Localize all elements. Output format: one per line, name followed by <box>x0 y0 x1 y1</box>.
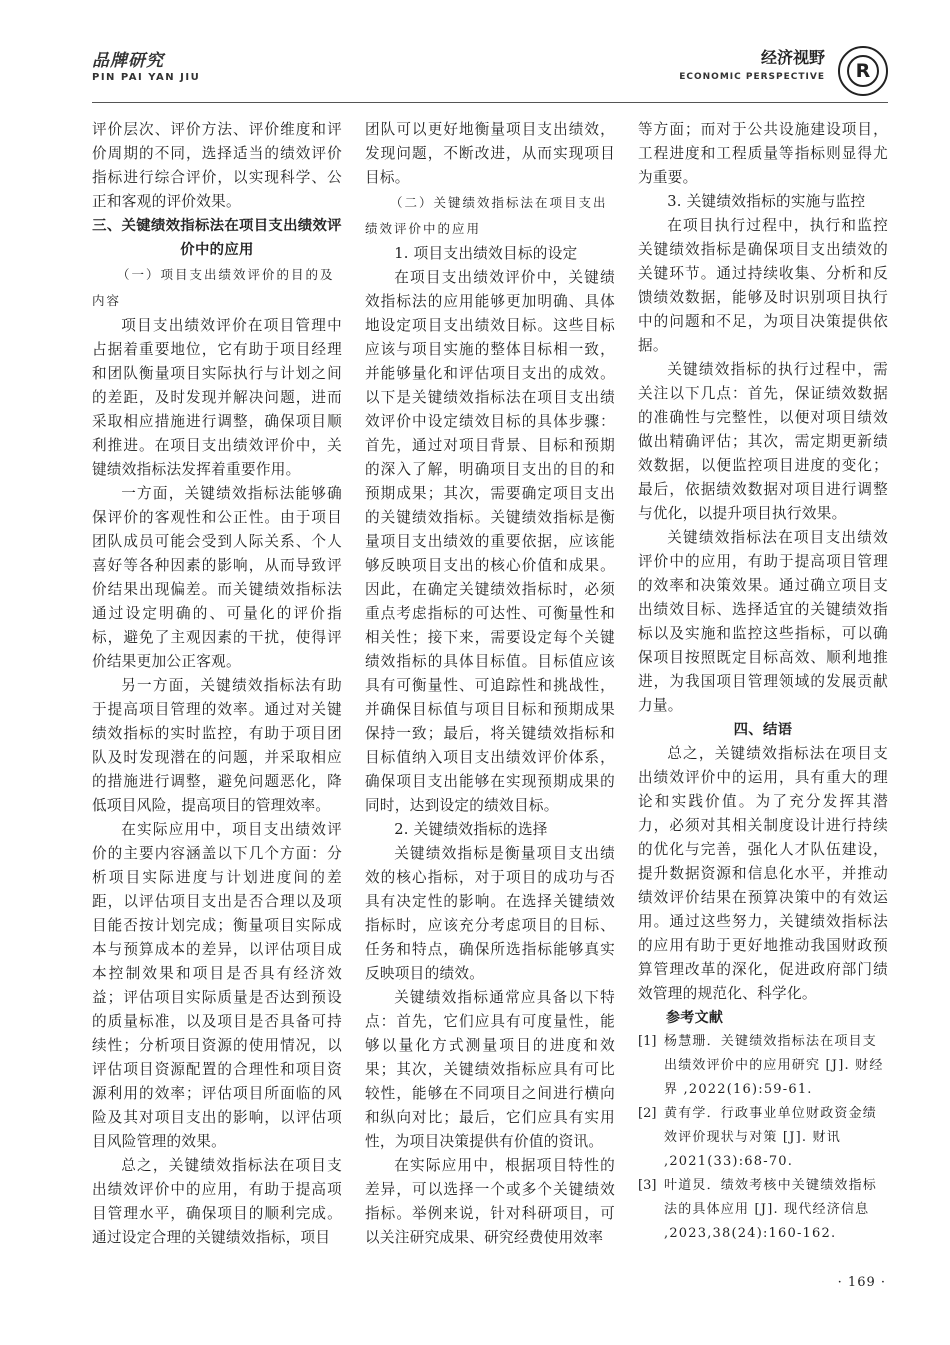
numbered-heading-2: 2. 关键绩效指标的选择 <box>394 821 548 838</box>
paragraph: 总之，关键绩效指标法在项目支出绩效评价中的运用，具有重大的理论和实践价值。为了充分发挥其潜力，必须对其相关制度设计进行持续的优化与完善，强化人才队伍建设，提升数据资源和信息化水平，并推动绩效评价结果在预算决策中的有效运用。通过这些努力，关键绩效指标法的应用有助于更好地推动我国财政预算管理改革的深化，促进政府部门绩效管理的规范化、科学化。 <box>638 745 888 1002</box>
paragraph: 关键绩效指标法在项目支出绩效评价中的应用，有助于提高项目管理的效率和决策效果。通过确立项目支出绩效目标、选择适宜的关键绩效指标以及实施和监控这些指标，可以确保项目按照既定目标高效、顺利地推进，为我国项目管理领域的发展贡献力量。 <box>638 529 888 714</box>
reference-text: 叶道炅．绩效考核中关键绩效指标法的具体应用 [J]. 现代经济信息 ,2023,38(24):160-162. <box>664 1178 878 1241</box>
paragraph: 评价层次、评价方法、评价维度和评价周期的不同，选择适当的绩效评价指标进行综合评价，以实现科学、公正和客观的评价效果。 <box>92 121 342 210</box>
text-column-2 <box>365 118 615 1250</box>
reference-text: 黄有学．行政事业单位财政资金绩效评价现状与对策 [J]. 财讯 ,2021(33):68-70. <box>664 1106 878 1169</box>
section-heading-4: 四、结语 <box>733 722 793 738</box>
paragraph: 一方面，关键绩效指标法能够确保评价的客观性和公正性。由于项目团队成员可能会受到人际关系、个人喜好等各种因素的影响，从而导致评价结果出现偏差。而关键绩效指标法通过设定明确的、可量化的评价指标，避免了主观因素的干扰，使得评价结果更加公正客观。 <box>92 485 342 670</box>
subsection-heading-1: （一）项目支出绩效评价的目的及内容 <box>92 267 335 308</box>
column-english: ECONOMIC PERSPECTIVE <box>679 72 825 82</box>
text-column-3 <box>638 118 888 1246</box>
paragraph: 另一方面，关键绩效指标法有助于提高项目管理的效率。通过对关键绩效指标的实时监控，有助于项目团队及时发现潜在的问题，并采取相应的措施进行调整，避免问题恶化，降低项目风险，提高项目的管理效率。 <box>92 677 342 814</box>
reference-number: [1] <box>638 1034 657 1049</box>
page-number: · 169 · <box>837 1275 886 1290</box>
reference-number: [3] <box>638 1178 657 1193</box>
paragraph: 总之，关键绩效指标法在项目支出绩效评价中的应用，有助于提高项目管理水平，确保项目的顺利完成。通过设定合理的关键绩效指标，项目 <box>92 1157 342 1246</box>
paragraph: 在项目支出绩效评价中，关键绩效指标法的应用能够更加明确、具体地设定项目支出绩效目标。这些目标应该与项目实施的整体目标相一致，并能够量化和评估项目支出的成效。以下是关键绩效指标法在项目支出绩效评价中设定绩效目标的具体步骤：首先，通过对项目背景、目标和预期的深入了解，明确项目支出的目的和预期成果；其次，需要确定项目支出的关键绩效指标。关键绩效指标是衡量项目支出绩效的重要依据，应该能够反映项目支出的核心价值和成果。因此，在确定关键绩效指标时，必须重点考虑指标的可达性、可衡量性和相关性；接下来，需要设定每个关键绩效指标的具体目标值。目标值应该具有可衡量性、可追踪性和挑战性，并确保目标值与项目目标和预期成果保持一致；最后，将关键绩效指标和目标值纳入项目支出绩效评价体系，确保项目支出能够在实现预期成果的同时，达到设定的绩效目标。 <box>365 269 615 814</box>
reference-item <box>638 1174 888 1246</box>
numbered-heading-1: 1. 项目支出绩效目标的设定 <box>394 245 578 262</box>
paragraph: 在实际应用中，项目支出绩效评价的主要内容涵盖以下几个方面：分析项目实际进度与计划进度间的差距，以评估项目支出是否合理以及项目能否按计划完成；衡量项目实际成本与预算成本的差异，以评估项目成本控制效果和项目是否具有经济效益；评估项目实际质量是否达到预设的质量标准，以及项目是否具备可持续性；分析项目资源的使用情况，以评估项目资源配置的合理性和项目资源利用的效率；评估项目所面临的风险及其对项目支出的影响，以评估项目风险管理的效果。 <box>92 821 342 1150</box>
reference-number: [2] <box>638 1106 657 1121</box>
paragraph: 关键绩效指标是衡量项目支出绩效的核心指标，对于项目的成功与否具有决定性的影响。在选择关键绩效指标时，应该充分考虑项目的目标、任务和特点，确保所选指标能够真实反映项目的绩效。 <box>365 845 615 982</box>
numbered-heading-3: 3. 关键绩效指标的实施与监控 <box>667 193 866 210</box>
reference-text: 杨慧珊．关键绩效指标法在项目支出绩效评价中的应用研究 [J]. 财经界 ,2022(16):59-61. <box>664 1034 884 1097</box>
registered-logo-icon <box>838 46 888 96</box>
brand-pinyin: PIN PAI YAN JIU <box>92 72 201 83</box>
column-title <box>679 48 825 82</box>
header-rule <box>92 102 888 103</box>
section-heading-3: 三、关键绩效指标法在项目支出绩效评价中的应用 <box>92 218 342 258</box>
paragraph: 项目支出绩效评价在项目管理中占据着重要地位，它有助于项目经理和团队衡量项目实际执行与计划之间的差距，及时发现并解决问题，进而采取相应措施进行调整，确保项目顺利推进。在项目支出绩效评价中，关键绩效指标法发挥着重要作用。 <box>92 317 342 478</box>
reference-item <box>638 1030 888 1102</box>
paragraph: 团队可以更好地衡量项目支出绩效，发现问题，不断改进，从而实现项目目标。 <box>365 121 615 186</box>
journal-brand <box>92 52 200 83</box>
paragraph: 在实际应用中，根据项目特性的差异，可以选择一个或多个关键绩效指标。举例来说，针对科研项目，可以关注研究成果、研究经费使用效率 <box>365 1157 615 1246</box>
paragraph: 等方面；而对于公共设施建设项目，工程进度和工程质量等指标则显得尤为重要。 <box>638 121 888 186</box>
brand-chinese: 品牌研究 <box>92 51 164 71</box>
subsection-heading-2: （二）关键绩效指标法在项目支出绩效评价中的应用 <box>365 195 608 236</box>
references-heading: 参考文献 <box>666 1010 724 1026</box>
paragraph: 关键绩效指标的执行过程中，需关注以下几点：首先，保证绩效数据的准确性与完整性，以便对项目绩效做出精确评估；其次，需定期更新绩效数据，以便监控项目进度的变化；最后，依据绩效数据对项目进行调整与优化，以提升项目执行效果。 <box>638 361 888 522</box>
text-column-1 <box>92 118 342 1250</box>
paragraph: 在项目执行过程中，执行和监控关键绩效指标是确保项目支出绩效的关键环节。通过持续收集、分析和反馈绩效数据，能够及时识别项目执行中的问题和不足，为项目决策提供依据。 <box>638 217 888 354</box>
reference-item <box>638 1102 888 1174</box>
column-chinese: 经济视野 <box>760 48 825 67</box>
logo-letter: R <box>847 55 879 87</box>
paragraph: 关键绩效指标通常应具备以下特点：首先，它们应具有可度量性，能够以量化方式测量项目的进度和效果；其次，关键绩效指标应具有可比较性，能够在不同项目之间进行横向和纵向对比；最后，它们应具有实用性，为项目决策提供有价值的资讯。 <box>365 989 615 1150</box>
